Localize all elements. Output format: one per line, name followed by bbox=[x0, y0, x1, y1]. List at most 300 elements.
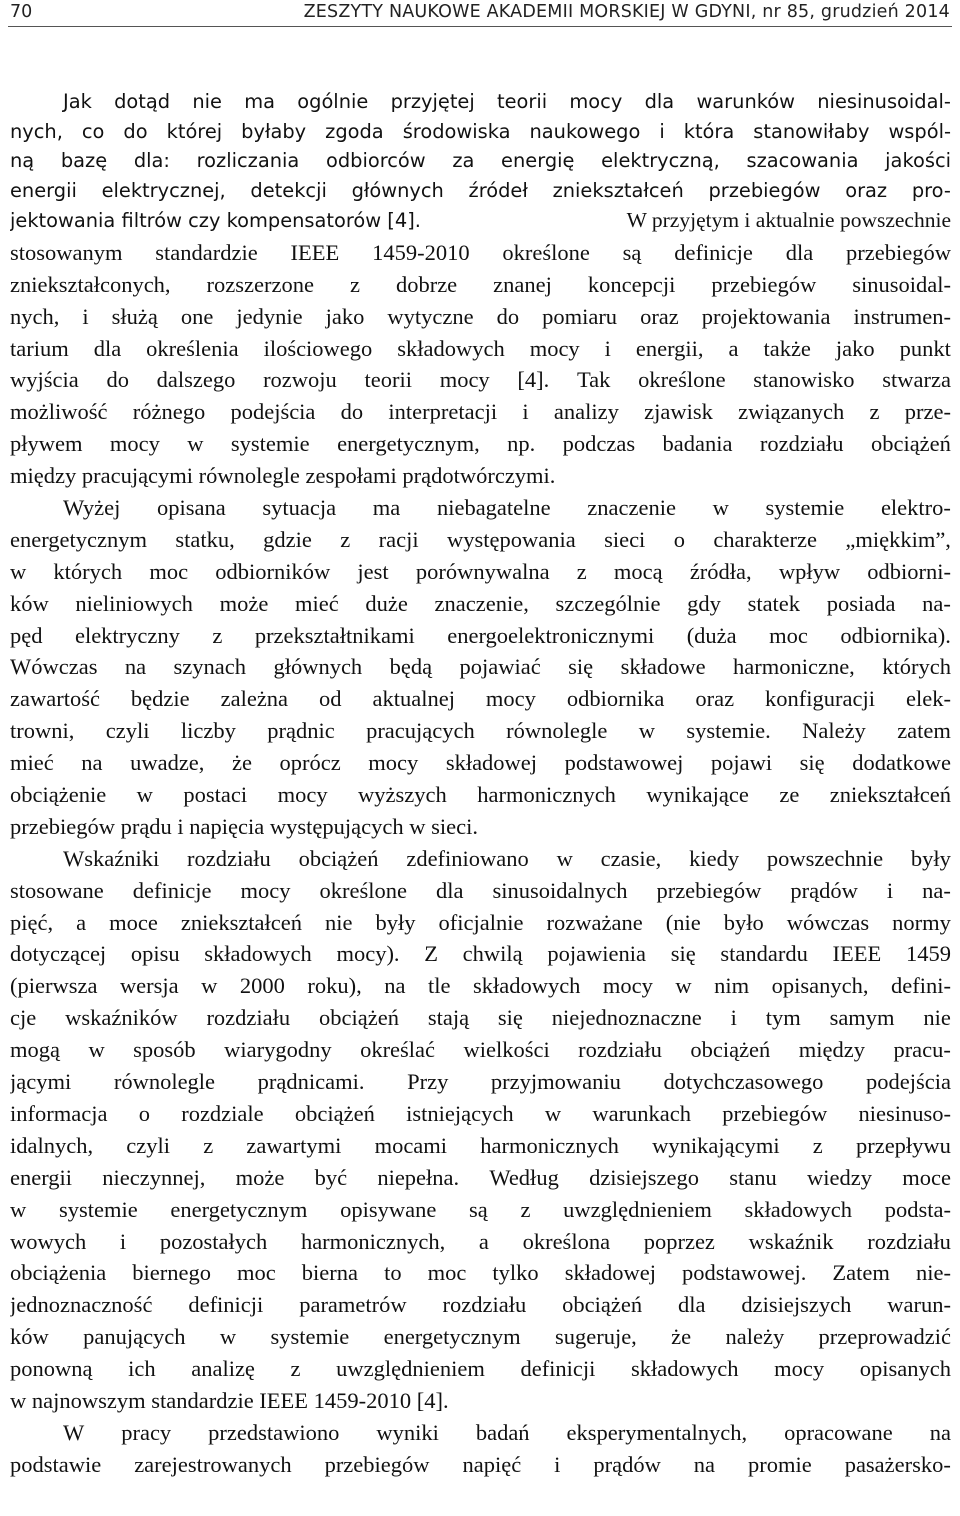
word: pomiaru bbox=[542, 303, 618, 329]
word: harmonicznych, bbox=[300, 1228, 446, 1254]
word: i bbox=[82, 303, 89, 329]
text-line bbox=[10, 333, 951, 365]
word: będą bbox=[389, 654, 433, 680]
word: energetycznym, bbox=[337, 431, 480, 457]
text-line bbox=[10, 428, 951, 460]
word: znaczenie, bbox=[434, 590, 529, 616]
text-line bbox=[10, 1226, 951, 1258]
word: stanu bbox=[729, 1164, 777, 1190]
word: 2000 bbox=[239, 973, 285, 999]
word: były bbox=[375, 909, 416, 935]
word: racji bbox=[378, 526, 419, 552]
word: przebiegów bbox=[711, 271, 817, 297]
word: „miękkim”, bbox=[845, 526, 951, 552]
word: moc bbox=[769, 622, 808, 648]
journal-title: ZESZYTY NAUKOWE AKADEMII MORSKIEJ W GDYNI, nr 85, grudzień 2014 bbox=[303, 2, 950, 22]
word: się bbox=[568, 654, 594, 680]
word: opisana bbox=[157, 495, 226, 521]
word: statek bbox=[747, 590, 801, 616]
word: panujących bbox=[83, 1324, 186, 1350]
word: posiada bbox=[826, 590, 896, 616]
word: instrumen- bbox=[853, 303, 951, 329]
word: a bbox=[478, 1228, 489, 1254]
word: składowych bbox=[397, 335, 505, 361]
word: ze bbox=[779, 782, 800, 808]
word: przebiegów bbox=[656, 877, 762, 903]
word: podejścia bbox=[230, 399, 316, 425]
word: do bbox=[123, 119, 148, 143]
word: Jak bbox=[63, 90, 92, 113]
word: nie- bbox=[915, 1260, 951, 1286]
word: dzisiejszego bbox=[589, 1164, 700, 1190]
word: Wyżej bbox=[63, 495, 121, 521]
word: teorii bbox=[497, 90, 548, 113]
word: ilościowego bbox=[263, 335, 373, 361]
word: samym bbox=[829, 1005, 895, 1031]
word: obciążeń bbox=[562, 1292, 643, 1318]
word: z bbox=[869, 399, 880, 425]
word: elektrycznej, bbox=[101, 178, 226, 202]
word: co bbox=[81, 119, 105, 143]
word: się bbox=[497, 1005, 523, 1031]
word: niebagatelne bbox=[436, 495, 551, 521]
word: wiarygodny bbox=[224, 1037, 332, 1063]
word: szynach bbox=[173, 654, 247, 680]
word: możliwość bbox=[10, 399, 108, 425]
word: będzie bbox=[130, 686, 190, 712]
word: których bbox=[53, 558, 123, 584]
word: pojawi bbox=[710, 750, 773, 776]
word: opisu bbox=[130, 941, 180, 967]
word: znanej bbox=[493, 271, 552, 297]
word: na- bbox=[922, 877, 951, 903]
word: dla bbox=[435, 877, 464, 903]
word: oraz bbox=[845, 178, 888, 202]
word: dzisiejszych bbox=[741, 1292, 852, 1318]
word: obciążeń bbox=[294, 1100, 375, 1126]
text-line bbox=[10, 843, 951, 875]
word: przekształtnikami bbox=[254, 622, 415, 648]
word: Wówczas bbox=[10, 654, 98, 680]
word: energetycznym bbox=[10, 526, 148, 552]
word: poprzez bbox=[643, 1228, 715, 1254]
text-line bbox=[10, 176, 951, 206]
word: w bbox=[201, 973, 218, 999]
text-line bbox=[10, 779, 951, 811]
word: przebiegów bbox=[324, 1451, 430, 1477]
word: energetycznym bbox=[383, 1324, 521, 1350]
word: [4]. bbox=[517, 367, 550, 393]
word: w bbox=[10, 1196, 27, 1222]
word: obciążenia bbox=[10, 1260, 107, 1286]
word: rozdziału bbox=[442, 1292, 527, 1318]
text-line bbox=[10, 492, 951, 524]
word: stosowane bbox=[10, 877, 104, 903]
word: sieci bbox=[604, 526, 646, 552]
word: Zatem bbox=[832, 1260, 890, 1286]
word: energoelektronicznymi bbox=[447, 622, 655, 648]
word: uwzględnieniem bbox=[336, 1356, 485, 1382]
word: obciążenie bbox=[10, 782, 107, 808]
word: podsta- bbox=[884, 1196, 951, 1222]
word: statku, bbox=[175, 526, 235, 552]
word: o bbox=[138, 1100, 150, 1126]
word: rozszerzone bbox=[206, 271, 314, 297]
word: mocy bbox=[439, 367, 490, 393]
word: informacja bbox=[10, 1100, 108, 1126]
word: dalszego bbox=[156, 367, 236, 393]
word: defini- bbox=[890, 973, 951, 999]
text-line bbox=[10, 117, 951, 147]
word: konfiguracji bbox=[765, 686, 875, 712]
text-line bbox=[10, 1130, 951, 1162]
word: zniekształconych, bbox=[10, 271, 171, 297]
word: mocy bbox=[240, 877, 291, 903]
word: badań bbox=[475, 1419, 530, 1445]
word: występowania bbox=[446, 526, 576, 552]
word: w bbox=[136, 782, 153, 808]
word: systemie. bbox=[686, 718, 771, 744]
word: pojawiać bbox=[459, 654, 541, 680]
word: na bbox=[81, 750, 103, 776]
word: tylko bbox=[492, 1260, 539, 1286]
word: mocy bbox=[485, 686, 536, 712]
word: oraz bbox=[640, 303, 679, 329]
word: a bbox=[728, 335, 739, 361]
word: zniekształceń bbox=[829, 782, 951, 808]
word: roku), bbox=[307, 973, 362, 999]
word: także bbox=[763, 335, 811, 361]
text-line bbox=[10, 301, 951, 333]
word: harmonicznych bbox=[480, 1132, 619, 1158]
word: obciążeń bbox=[690, 1037, 771, 1063]
word: pięć, bbox=[10, 909, 54, 935]
word: jakości bbox=[885, 149, 951, 172]
word: dla bbox=[678, 1292, 706, 1318]
word: systemie bbox=[58, 1196, 138, 1222]
word: podejścia bbox=[866, 1069, 951, 1095]
word: nie bbox=[192, 90, 222, 113]
word: Przy bbox=[407, 1069, 449, 1095]
word: źródeł bbox=[468, 178, 528, 202]
word: napięć bbox=[462, 1451, 522, 1477]
word: tle bbox=[427, 973, 451, 999]
word: rozdziału bbox=[759, 431, 844, 457]
word: podstawowej bbox=[564, 750, 684, 776]
word: standardzie bbox=[155, 239, 258, 265]
word: Należy bbox=[802, 718, 866, 744]
word: analizę bbox=[191, 1356, 255, 1382]
word: normy bbox=[892, 909, 951, 935]
word: chwilą bbox=[462, 941, 523, 967]
word: mocy bbox=[368, 750, 419, 776]
word: mocy bbox=[569, 90, 623, 113]
word: moc bbox=[427, 1260, 467, 1286]
word: której bbox=[166, 119, 223, 143]
word: elektryczną, bbox=[601, 149, 720, 172]
text-line bbox=[10, 87, 951, 117]
word: prądnic bbox=[267, 718, 335, 744]
word: prądnicami. bbox=[257, 1069, 365, 1095]
word: pęd bbox=[10, 622, 43, 648]
word: zdefiniowano bbox=[406, 845, 529, 871]
word: mieć bbox=[10, 750, 54, 776]
word: się bbox=[670, 941, 696, 967]
word: składowych bbox=[204, 941, 312, 967]
word: elek- bbox=[905, 686, 951, 712]
word: pracy bbox=[121, 1419, 172, 1445]
word: wersja bbox=[119, 973, 179, 999]
word: obciążeń bbox=[298, 845, 379, 871]
word: nych, bbox=[10, 119, 63, 143]
word: za bbox=[452, 149, 475, 172]
word: mocy bbox=[109, 431, 160, 457]
text-line bbox=[10, 683, 951, 715]
word: wspól- bbox=[888, 119, 951, 143]
word: wpływ bbox=[778, 558, 841, 584]
text-line: między pracującymi równolegle zespołami prądotwórczymi. bbox=[10, 463, 556, 489]
word: pojawienia bbox=[547, 941, 647, 967]
word: opisywane bbox=[340, 1196, 437, 1222]
word: Według bbox=[489, 1164, 559, 1190]
word: przedstawiono bbox=[208, 1419, 340, 1445]
word: podstawie bbox=[10, 1451, 102, 1477]
word: porównywalna bbox=[415, 558, 550, 584]
word: moc bbox=[237, 1260, 276, 1286]
word: interpretacji bbox=[388, 399, 498, 425]
word: równolegle bbox=[113, 1069, 216, 1095]
word: na bbox=[929, 1419, 951, 1445]
word: pasażersko- bbox=[844, 1451, 951, 1477]
word: określać bbox=[360, 1037, 436, 1063]
word: obciążeń bbox=[319, 1005, 399, 1031]
word: stosowanym bbox=[10, 239, 123, 265]
word: sinusoidalnych bbox=[492, 877, 628, 903]
word: nie bbox=[325, 909, 353, 935]
word: wiedzy bbox=[807, 1164, 872, 1190]
text-line bbox=[10, 1162, 951, 1194]
word: składowej bbox=[445, 750, 538, 776]
word: nieliniowych bbox=[75, 590, 193, 616]
text-line bbox=[10, 1321, 951, 1353]
word: jako bbox=[835, 335, 875, 361]
paragraph-1 bbox=[10, 87, 951, 205]
word: dotychczasowego bbox=[663, 1069, 824, 1095]
word: która bbox=[683, 119, 735, 143]
word: i bbox=[522, 399, 529, 425]
word: 1459-2010 bbox=[372, 239, 470, 265]
word: to bbox=[384, 1260, 402, 1286]
word: oraz bbox=[695, 686, 735, 712]
word: a bbox=[76, 909, 87, 935]
word: Wskaźniki bbox=[63, 845, 160, 871]
text-line bbox=[10, 396, 951, 428]
word: one bbox=[180, 303, 214, 329]
word: na- bbox=[922, 590, 951, 616]
word: należy bbox=[725, 1324, 785, 1350]
word: naukowego bbox=[529, 119, 641, 143]
word: jedynie bbox=[236, 303, 303, 329]
word: nych, bbox=[10, 303, 60, 329]
word: i bbox=[554, 1451, 561, 1477]
text-line bbox=[10, 237, 951, 269]
text-line bbox=[10, 970, 951, 1002]
word: energię bbox=[501, 149, 575, 172]
word: przebiegów bbox=[846, 239, 951, 265]
word: istniejących bbox=[406, 1100, 514, 1126]
text-line bbox=[10, 524, 951, 556]
word: było bbox=[723, 909, 764, 935]
word: warunków bbox=[696, 90, 795, 113]
word: może bbox=[219, 590, 269, 616]
word: opisanych bbox=[859, 1356, 951, 1382]
word: i bbox=[730, 1005, 737, 1031]
word: między bbox=[798, 1037, 865, 1063]
word: mocy bbox=[774, 1356, 825, 1382]
word: elektryczny bbox=[74, 622, 180, 648]
word: obciążeń bbox=[870, 431, 951, 457]
word: środowiska bbox=[402, 119, 511, 143]
word: być bbox=[314, 1164, 348, 1190]
word: teorii bbox=[364, 367, 412, 393]
word: systemie bbox=[230, 431, 310, 457]
word: wskaźnik bbox=[748, 1228, 834, 1254]
word: stwarza bbox=[882, 367, 951, 393]
word: szczególnie bbox=[555, 590, 661, 616]
word: różnego bbox=[132, 399, 206, 425]
word: odbiornika bbox=[566, 686, 665, 712]
word: dotąd bbox=[114, 90, 171, 113]
word: moc bbox=[149, 558, 189, 584]
word: w bbox=[88, 1037, 105, 1063]
word: przebiegów bbox=[708, 178, 821, 202]
word: energii, bbox=[635, 335, 704, 361]
word: że bbox=[231, 750, 252, 776]
word: ków bbox=[10, 1324, 49, 1350]
word: badania bbox=[662, 431, 733, 457]
word: (duża bbox=[686, 622, 737, 648]
word: w bbox=[10, 558, 27, 584]
word: postaci bbox=[183, 782, 248, 808]
word: opisanych, bbox=[771, 973, 869, 999]
word: były bbox=[910, 845, 951, 871]
word: że bbox=[671, 1324, 692, 1350]
word: analizy bbox=[553, 399, 619, 425]
text-line bbox=[10, 364, 951, 396]
word: nie bbox=[923, 1005, 951, 1031]
word: zawartość bbox=[10, 686, 100, 712]
word: rozdziału bbox=[578, 1037, 662, 1063]
word: definicji bbox=[188, 1292, 264, 1318]
word: ich bbox=[128, 1356, 156, 1382]
word: ogólnie bbox=[297, 90, 369, 113]
word: warun- bbox=[887, 1292, 951, 1318]
word: o bbox=[673, 526, 685, 552]
word: ma bbox=[372, 495, 401, 521]
word: powszechnie bbox=[766, 845, 884, 871]
word: mocą bbox=[613, 558, 663, 584]
word: rozdziału bbox=[187, 845, 271, 871]
word: niejednoznaczne bbox=[551, 1005, 702, 1031]
word: eksperymentalnych, bbox=[566, 1419, 748, 1445]
word: projektowania bbox=[701, 303, 831, 329]
word: uwadze, bbox=[130, 750, 205, 776]
word: jednoznaczność bbox=[10, 1292, 153, 1318]
word: głównych bbox=[273, 654, 363, 680]
running-header bbox=[8, 0, 952, 27]
word: niesinuso- bbox=[858, 1100, 951, 1126]
word: ma bbox=[244, 90, 275, 113]
word: biernego bbox=[132, 1260, 211, 1286]
word: harmoniczne, bbox=[732, 654, 855, 680]
word: i bbox=[119, 1228, 127, 1254]
text-line bbox=[10, 1098, 951, 1130]
word: systemie bbox=[270, 1324, 350, 1350]
word: energetycznym bbox=[170, 1196, 308, 1222]
word: (pierwsza bbox=[10, 973, 98, 999]
word: służą bbox=[111, 303, 158, 329]
word: dobrze bbox=[395, 271, 458, 297]
word: ponowną bbox=[10, 1356, 93, 1382]
word: do bbox=[106, 367, 129, 393]
word: i bbox=[659, 119, 665, 143]
word: W bbox=[63, 1419, 85, 1445]
text-line bbox=[10, 1417, 951, 1449]
text-line bbox=[10, 1002, 951, 1034]
text-line bbox=[10, 1353, 951, 1385]
word: do bbox=[496, 303, 520, 329]
word: wynikające bbox=[646, 782, 749, 808]
word: równolegle bbox=[506, 718, 608, 744]
word: w bbox=[544, 1100, 562, 1126]
word: mogą bbox=[10, 1037, 60, 1063]
word: IEEE bbox=[290, 239, 340, 265]
text-line bbox=[10, 269, 951, 301]
text-line bbox=[10, 620, 951, 652]
text-line bbox=[10, 1194, 951, 1226]
word: w bbox=[187, 431, 204, 457]
word: odbiorników bbox=[215, 558, 331, 584]
word: wyższych bbox=[358, 782, 447, 808]
word: moce bbox=[109, 909, 158, 935]
word: zarejestrowanych bbox=[134, 1451, 292, 1477]
word: składowej bbox=[564, 1260, 656, 1286]
word: harmonicznych bbox=[477, 782, 616, 808]
word: jącymi bbox=[10, 1069, 72, 1095]
word: oficjalnie bbox=[438, 909, 524, 935]
word: pro- bbox=[911, 178, 951, 202]
word: przeprowadzić bbox=[818, 1324, 951, 1350]
word: są bbox=[622, 239, 642, 265]
word: tym bbox=[765, 1005, 801, 1031]
page-number: 70 bbox=[10, 2, 33, 22]
word: zgoda bbox=[325, 119, 384, 143]
text-line bbox=[10, 1449, 951, 1481]
text-line bbox=[10, 1034, 951, 1066]
word: IEEE bbox=[832, 941, 882, 967]
word: pływem bbox=[10, 431, 83, 457]
word: elektro- bbox=[880, 495, 951, 521]
word: charakterze bbox=[713, 526, 817, 552]
word: mocy bbox=[602, 973, 653, 999]
word: do bbox=[340, 399, 364, 425]
word: wyniki bbox=[376, 1419, 439, 1445]
word: gdzie bbox=[263, 526, 312, 552]
word: systemie bbox=[765, 495, 845, 521]
word: wowych bbox=[10, 1228, 87, 1254]
word: z bbox=[520, 1196, 531, 1222]
word: w bbox=[638, 718, 655, 744]
